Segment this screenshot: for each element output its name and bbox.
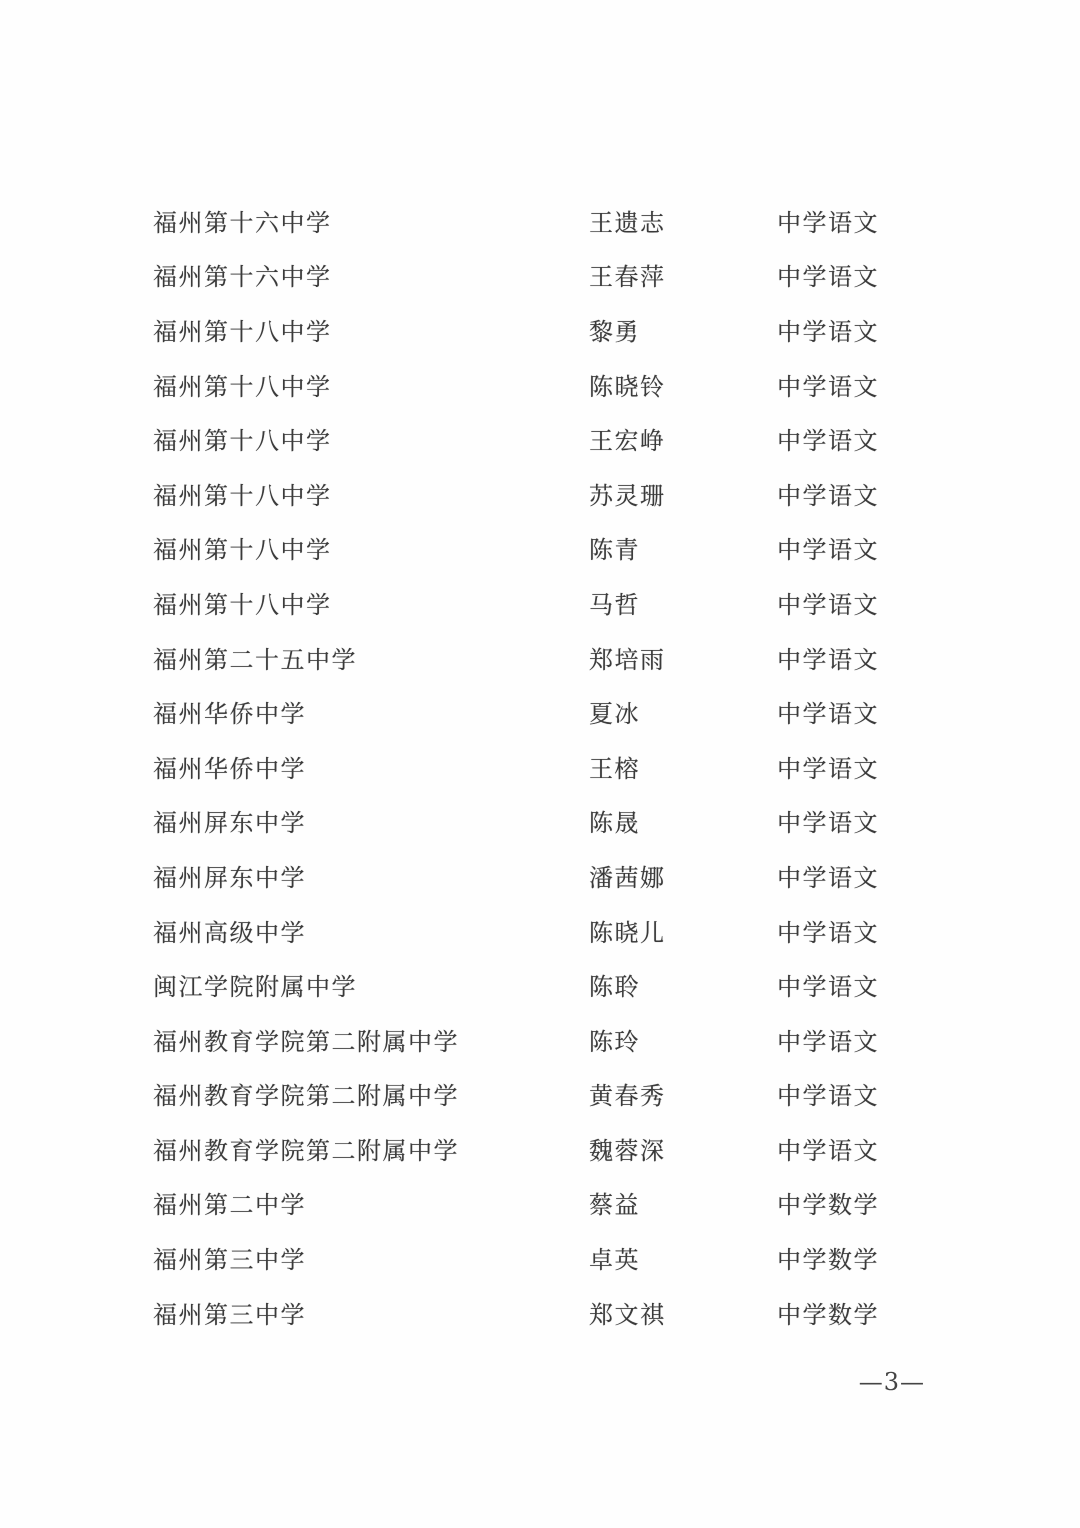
school-name: 福州第十六中学 bbox=[153, 208, 332, 237]
school-name: 福州第三中学 bbox=[153, 1246, 306, 1275]
subject-name: 中学语文 bbox=[777, 863, 879, 892]
subject-name: 中学语文 bbox=[777, 918, 879, 947]
school-name: 福州教育学院第二附属中学 bbox=[153, 1082, 459, 1111]
school-name: 福州第十八中学 bbox=[153, 536, 332, 565]
teacher-name: 陈青 bbox=[589, 536, 640, 565]
teacher-name: 陈晓铃 bbox=[589, 372, 666, 401]
page-number: —3— bbox=[858, 1368, 925, 1396]
teacher-name: 陈晟 bbox=[589, 809, 640, 838]
subject-name: 中学语文 bbox=[777, 263, 879, 292]
subject-name: 中学语文 bbox=[777, 536, 879, 565]
subject-name: 中学语文 bbox=[777, 317, 879, 346]
school-name: 福州第二中学 bbox=[153, 1191, 306, 1220]
subject-name: 中学语文 bbox=[777, 1027, 879, 1056]
roster-row bbox=[153, 848, 983, 903]
school-name: 福州第十八中学 bbox=[153, 372, 332, 401]
roster-row bbox=[153, 575, 983, 630]
teacher-name: 黎勇 bbox=[589, 317, 640, 346]
roster-row bbox=[153, 248, 983, 303]
subject-name: 中学语文 bbox=[777, 973, 879, 1002]
teacher-name: 苏灵珊 bbox=[589, 481, 666, 510]
teacher-name: 潘茜娜 bbox=[589, 863, 666, 892]
subject-name: 中学语文 bbox=[777, 208, 879, 237]
teacher-name: 蔡益 bbox=[589, 1191, 640, 1220]
subject-name: 中学语文 bbox=[777, 645, 879, 674]
subject-name: 中学语文 bbox=[777, 754, 879, 783]
roster-row bbox=[153, 521, 983, 576]
subject-name: 中学语文 bbox=[777, 427, 879, 456]
teacher-name: 夏冰 bbox=[589, 700, 640, 729]
roster-row bbox=[153, 1285, 983, 1340]
roster-row bbox=[153, 957, 983, 1012]
teacher-name: 郑培雨 bbox=[589, 645, 666, 674]
roster-row bbox=[153, 1121, 983, 1176]
teacher-name: 马哲 bbox=[589, 590, 640, 619]
subject-name: 中学语文 bbox=[777, 372, 879, 401]
roster-row bbox=[153, 357, 983, 412]
teacher-name: 陈聆 bbox=[589, 973, 640, 1002]
school-name: 福州第十八中学 bbox=[153, 590, 332, 619]
school-name: 福州屏东中学 bbox=[153, 863, 306, 892]
teacher-name: 卓英 bbox=[589, 1246, 640, 1275]
school-name: 闽江学院附属中学 bbox=[153, 973, 357, 1002]
roster-row bbox=[153, 302, 983, 357]
school-name: 福州教育学院第二附属中学 bbox=[153, 1136, 459, 1165]
roster-row bbox=[153, 411, 983, 466]
teacher-name: 王遗志 bbox=[589, 208, 666, 237]
roster-row bbox=[153, 794, 983, 849]
school-name: 福州第十八中学 bbox=[153, 317, 332, 346]
school-name: 福州第十六中学 bbox=[153, 263, 332, 292]
school-name: 福州华侨中学 bbox=[153, 754, 306, 783]
school-name: 福州第三中学 bbox=[153, 1300, 306, 1329]
roster-row bbox=[153, 1230, 983, 1285]
subject-name: 中学语文 bbox=[777, 809, 879, 838]
subject-name: 中学语文 bbox=[777, 700, 879, 729]
subject-name: 中学数学 bbox=[777, 1246, 879, 1275]
subject-name: 中学语文 bbox=[777, 1136, 879, 1165]
roster-row bbox=[153, 1012, 983, 1067]
roster-row bbox=[153, 466, 983, 521]
teacher-name: 黄春秀 bbox=[589, 1082, 666, 1111]
teacher-roster-list bbox=[153, 193, 983, 1339]
school-name: 福州第十八中学 bbox=[153, 427, 332, 456]
school-name: 福州教育学院第二附属中学 bbox=[153, 1027, 459, 1056]
school-name: 福州第十八中学 bbox=[153, 481, 332, 510]
school-name: 福州屏东中学 bbox=[153, 809, 306, 838]
roster-row bbox=[153, 739, 983, 794]
teacher-name: 魏蓉深 bbox=[589, 1136, 666, 1165]
teacher-name: 郑文祺 bbox=[589, 1300, 666, 1329]
subject-name: 中学语文 bbox=[777, 590, 879, 619]
roster-row bbox=[153, 1176, 983, 1231]
teacher-name: 陈晓儿 bbox=[589, 918, 666, 947]
subject-name: 中学数学 bbox=[777, 1300, 879, 1329]
school-name: 福州华侨中学 bbox=[153, 700, 306, 729]
school-name: 福州高级中学 bbox=[153, 918, 306, 947]
roster-row bbox=[153, 684, 983, 739]
roster-row bbox=[153, 903, 983, 958]
roster-row bbox=[153, 1067, 983, 1122]
teacher-name: 陈玲 bbox=[589, 1027, 640, 1056]
subject-name: 中学语文 bbox=[777, 481, 879, 510]
roster-row bbox=[153, 193, 983, 248]
teacher-name: 王春萍 bbox=[589, 263, 666, 292]
roster-row bbox=[153, 630, 983, 685]
subject-name: 中学数学 bbox=[777, 1191, 879, 1220]
subject-name: 中学语文 bbox=[777, 1082, 879, 1111]
teacher-name: 王宏峥 bbox=[589, 427, 666, 456]
school-name: 福州第二十五中学 bbox=[153, 645, 357, 674]
teacher-name: 王榕 bbox=[589, 754, 640, 783]
